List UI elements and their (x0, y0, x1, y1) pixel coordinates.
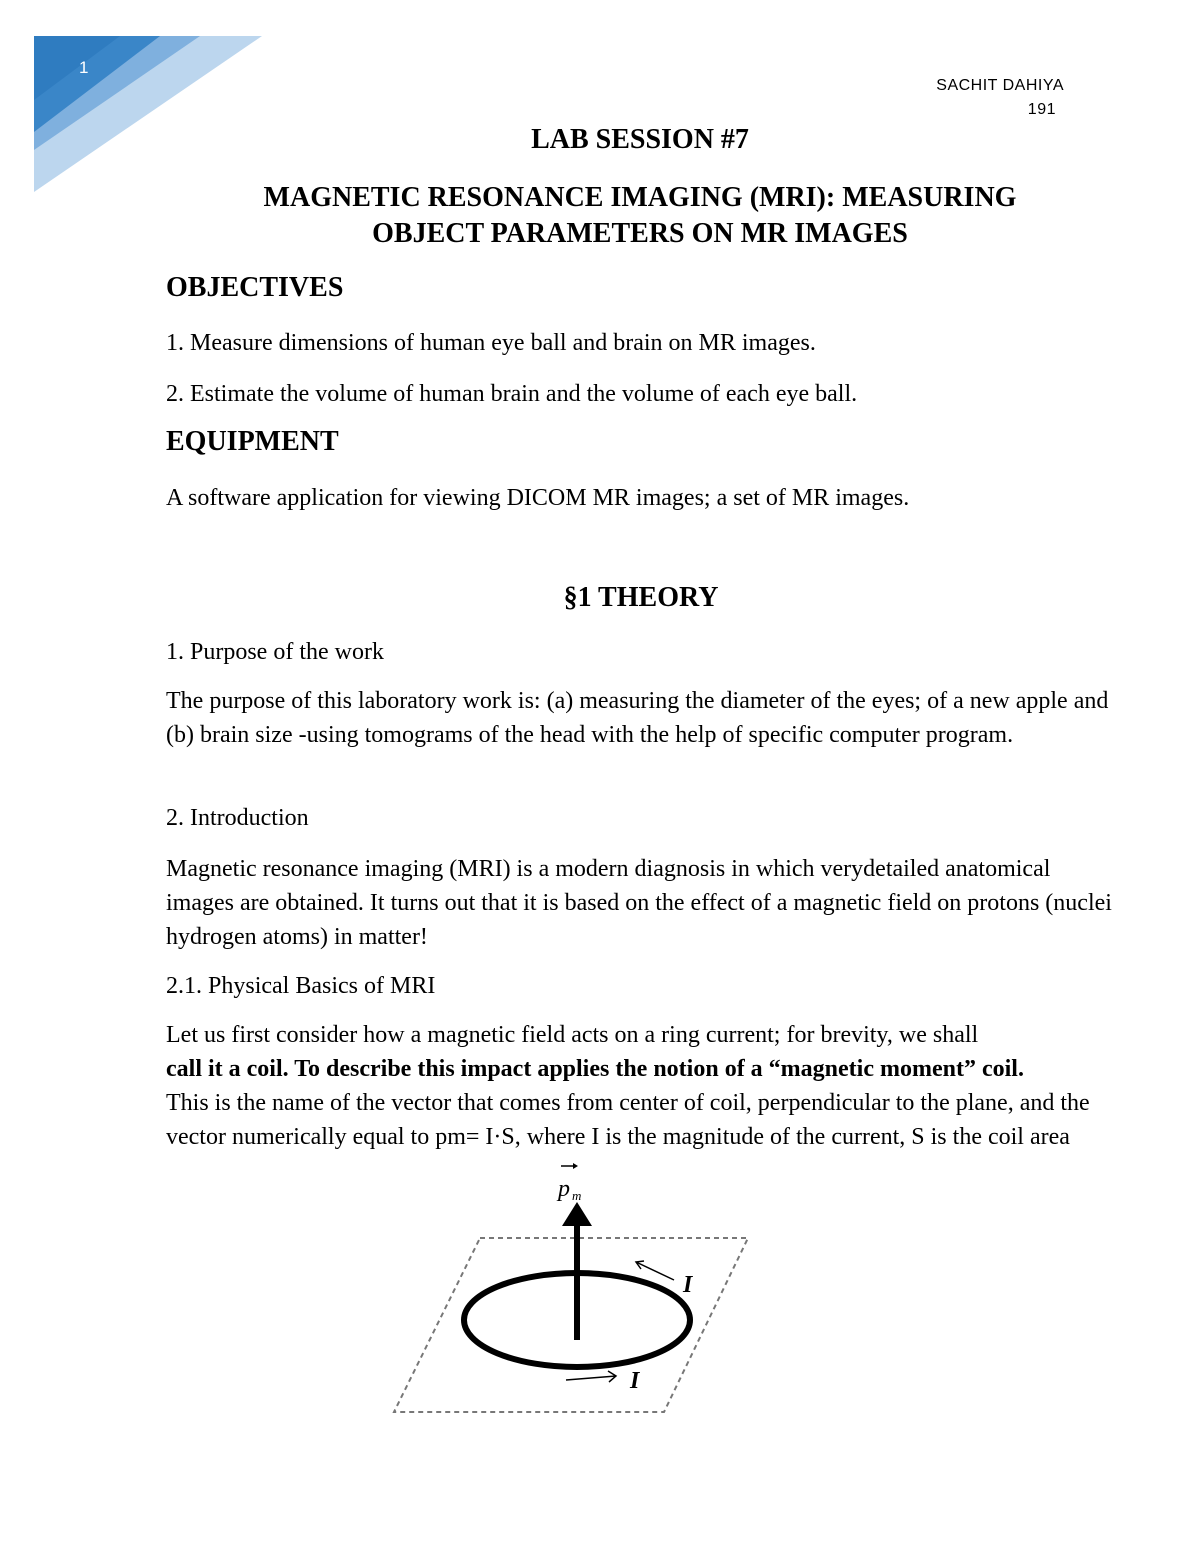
plane-outline (394, 1238, 748, 1412)
objective-1: 1. Measure dimensions of human eye ball and brain on MR images. (166, 330, 816, 356)
current-arrow-bottom (566, 1376, 616, 1380)
current-arrow-top (636, 1262, 674, 1280)
title-line-1: MAGNETIC RESONANCE IMAGING (MRI): MEASURING (263, 182, 1017, 213)
title-line-2: OBJECT PARAMETERS ON MR IMAGES (372, 218, 908, 249)
objective-2: 2. Estimate the volume of human brain and the volume of each eye ball. (166, 381, 858, 407)
document-title (0, 180, 1200, 252)
introduction-text: Magnetic resonance imaging (MRI) is a modern diagnosis in which verydetailed anatomical images are obtained. It turns out that it is based on the effect of a magnetic field on protons (nuclei hydrogen atoms) in matter! (166, 856, 1112, 950)
purpose-heading: 1. Purpose of the work (166, 639, 384, 665)
purpose-text: The purpose of this laboratory work is: (a) measuring the diameter of the eyes; of a new apple and (b) brain size -using tomograms of the head with the help of specific computer program. (166, 688, 1109, 748)
basics-line-1: Let us first consider how a magnetic field acts on a ring current; for brevity, we shall (166, 1022, 979, 1048)
corner-decoration (0, 0, 280, 200)
physical-basics-heading: 2.1. Physical Basics of MRI (166, 973, 436, 999)
objectives-heading: OBJECTIVES (166, 272, 344, 303)
theory-heading: §1 THEORY (563, 582, 719, 613)
basics-line-3: This is the name of the vector that comes from center of coil, perpendicular to the plane, and the vector numerically equal to pm= I·S, where I is the magnitude of the current, S is the coil area (166, 1090, 1090, 1150)
coil-magnetic-moment-figure (380, 1158, 760, 1418)
introduction-heading: 2. Introduction (166, 805, 309, 831)
author-roll: 191 (1027, 101, 1056, 118)
physical-basics-text (166, 1018, 1126, 1154)
basics-line-2: call it a coil. To describe this impact applies the notion of a “magnetic moment” coil. (166, 1056, 1024, 1082)
page-number: 1 (79, 58, 89, 77)
author-name: SACHIT DAHIYA (936, 77, 1064, 94)
vector-subscript: m (572, 1188, 582, 1203)
vector-label: p (558, 1176, 570, 1202)
equipment-heading: EQUIPMENT (166, 426, 339, 457)
current-label-bottom: I (630, 1368, 640, 1394)
moment-arrowhead (562, 1202, 592, 1226)
equipment-text: A software application for viewing DICOM MR images; a set of MR images. (166, 485, 910, 511)
current-label-top: I (683, 1272, 693, 1298)
lab-session-title: LAB SESSION #7 (531, 124, 749, 155)
author-block (936, 74, 1064, 122)
